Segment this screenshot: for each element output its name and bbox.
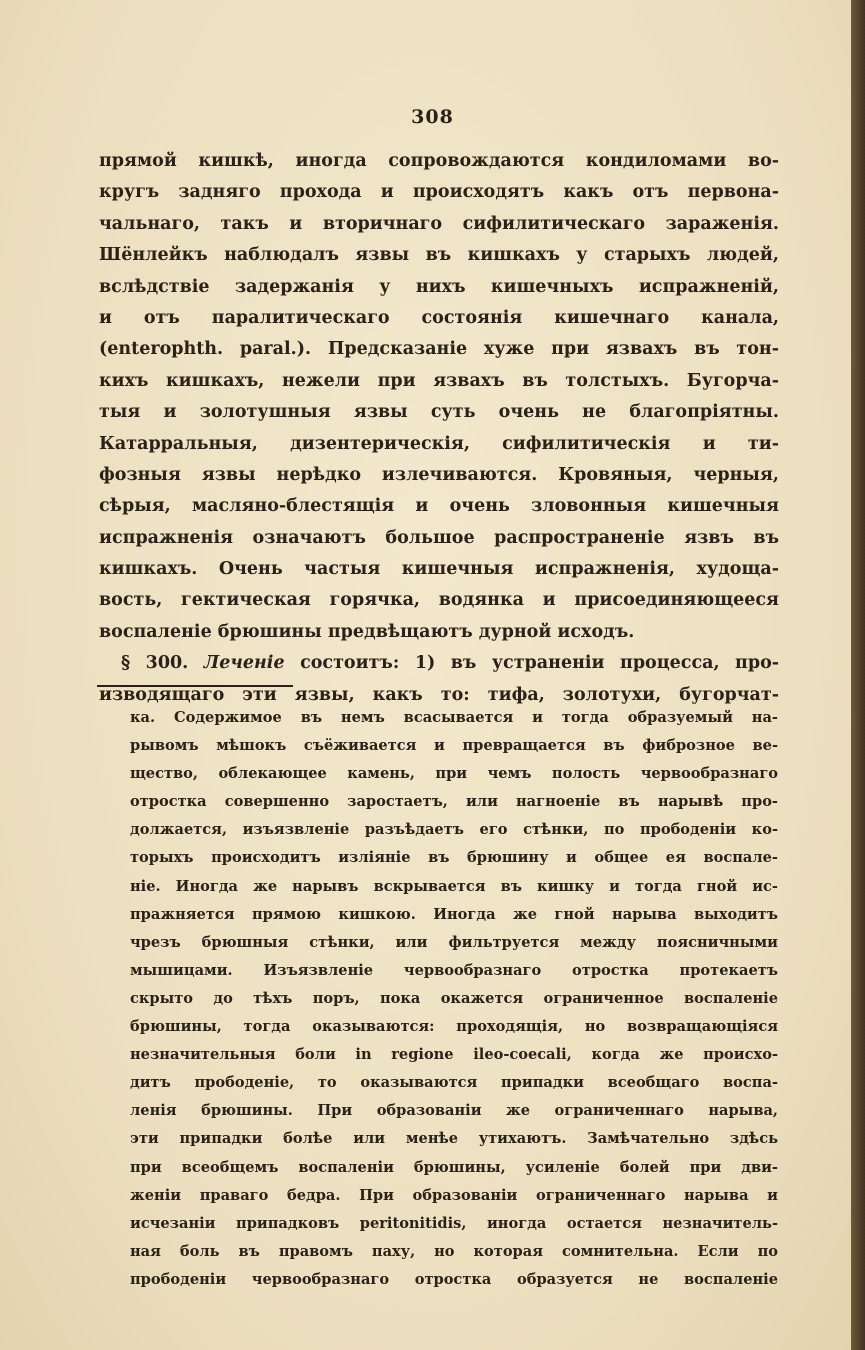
footnote-line: должается, изъязвленіе разъѣдаетъ его стѣнки, по прободеніи ко-	[130, 821, 778, 839]
footnote-line: ленія брюшины. При образованіи же ограниченнаго нарыва,	[130, 1102, 778, 1120]
footnote-line: ная боль въ правомъ паху, но которая сомнительна. Если по	[130, 1242, 778, 1260]
footnote-separator	[97, 685, 293, 687]
main-line: испражненія означаютъ большое распространеніе язвъ въ	[99, 527, 779, 548]
footnote-line: чрезъ брюшныя стѣнки, или фильтруется между поясничными	[130, 933, 778, 951]
footnote-line: мышицами. Изъязвленіе червообразнаго отростка протекаетъ	[130, 961, 778, 979]
main-line: чальнаго, такъ и вторичнаго сифилитическаго зараженія.	[99, 213, 779, 234]
main-line: тыя и золотушныя язвы суть очень не благопріятны.	[99, 402, 779, 423]
footnote-line: ка. Содержимое въ немъ всасывается и тогда образуемый на-	[130, 709, 778, 726]
section-heading-line	[99, 648, 779, 679]
main-line: вслѣдствіе задержанія у нихъ кишечныхъ испражненій,	[99, 276, 779, 297]
page-number: 308	[411, 106, 454, 128]
footnote-line: незначительныя боли in regione ileo-coecali, когда же происхо-	[130, 1046, 778, 1064]
section-mark: § 300.	[121, 653, 189, 674]
footnote-line: скрыто до тѣхъ поръ, пока окажется ограниченное воспаленіе	[130, 989, 778, 1007]
main-line: и отъ паралитическаго состоянія кишечнаго канала,	[99, 307, 779, 328]
main-line: кругъ задняго прохода и происходятъ какъ отъ первона-	[99, 182, 779, 203]
footnote-line: исчезаніи припадковъ peritonitidis, иногда остается незначитель-	[130, 1214, 778, 1232]
footnote-line: прободеніи червообразнаго отростка образуется не воспаленіе	[130, 1270, 778, 1288]
main-line: сѣрыя, масляно-блестящія и очень зловонныя кишечныя	[99, 496, 779, 517]
main-line: кихъ кишкахъ, нежели при язвахъ въ толстыхъ. Бугорча-	[99, 370, 779, 391]
footnote-line: торыхъ происходитъ изліяніе въ брюшину и общее ея воспале-	[130, 849, 778, 867]
footnote-text	[130, 704, 778, 1294]
main-line: Катарральныя, дизентерическія, сифилитическія и ти-	[99, 433, 779, 454]
main-line: вость, гектическая горячка, водянка и присоединяющееся	[99, 590, 779, 611]
footnote-line: ніе. Иногда же нарывъ вскрывается въ кишку и тогда гной ис-	[130, 877, 778, 895]
main-line: (enterophth. paral.). Предсказаніе хуже при язвахъ въ тон-	[99, 339, 779, 360]
footnote-line: дитъ прободеніе, то оказываются припадки всеобщаго воспа-	[130, 1074, 778, 1092]
footnote-line: эти припадки болѣе или менѣе утихаютъ. Замѣчательно здѣсь	[130, 1130, 778, 1148]
binding-edge	[851, 0, 865, 1350]
main-line: прямой кишкѣ, иногда сопровождаются кондиломами во-	[99, 151, 779, 171]
footnote-line: пражняется прямою кишкою. Иногда же гной нарыва выходитъ	[130, 905, 778, 923]
main-line: изводящаго эти язвы, какъ то: тифа, золотухи, бугорчат-	[99, 684, 779, 705]
footnote-line: при всеобщемъ воспаленіи брюшины, усиленіе болей при дви-	[130, 1158, 778, 1176]
main-line: фозныя язвы нерѣдко излечиваются. Кровяныя, черныя,	[99, 464, 779, 485]
main-text	[99, 146, 779, 711]
footnote-line: брюшины, тогда оказываются: проходящія, но возвращающіяся	[130, 1018, 778, 1036]
section-line-rest: состоитъ: 1) въ устраненіи процесса, про-	[300, 653, 779, 674]
main-line: воспаленіе брюшины предвѣщаютъ дурной исходъ.	[99, 621, 635, 642]
main-line: Шёнлейкъ наблюдалъ язвы въ кишкахъ у старыхъ людей,	[99, 245, 779, 266]
section-title: Леченіе	[203, 653, 285, 674]
footnote-line: щество, облекающее камень, при чемъ полость червообразнаго	[130, 765, 778, 783]
footnote-line: женіи праваго бедра. При образованіи ограниченнаго нарыва и	[130, 1186, 778, 1204]
footnote-line: отростка совершенно заростаетъ, или нагноеніе въ нарывѣ про-	[130, 793, 778, 811]
footnote-line: рывомъ мѣшокъ съёживается и превращается въ фиброзное ве-	[130, 737, 778, 755]
main-line: кишкахъ. Очень частыя кишечныя испражненія, худоща-	[99, 559, 779, 580]
